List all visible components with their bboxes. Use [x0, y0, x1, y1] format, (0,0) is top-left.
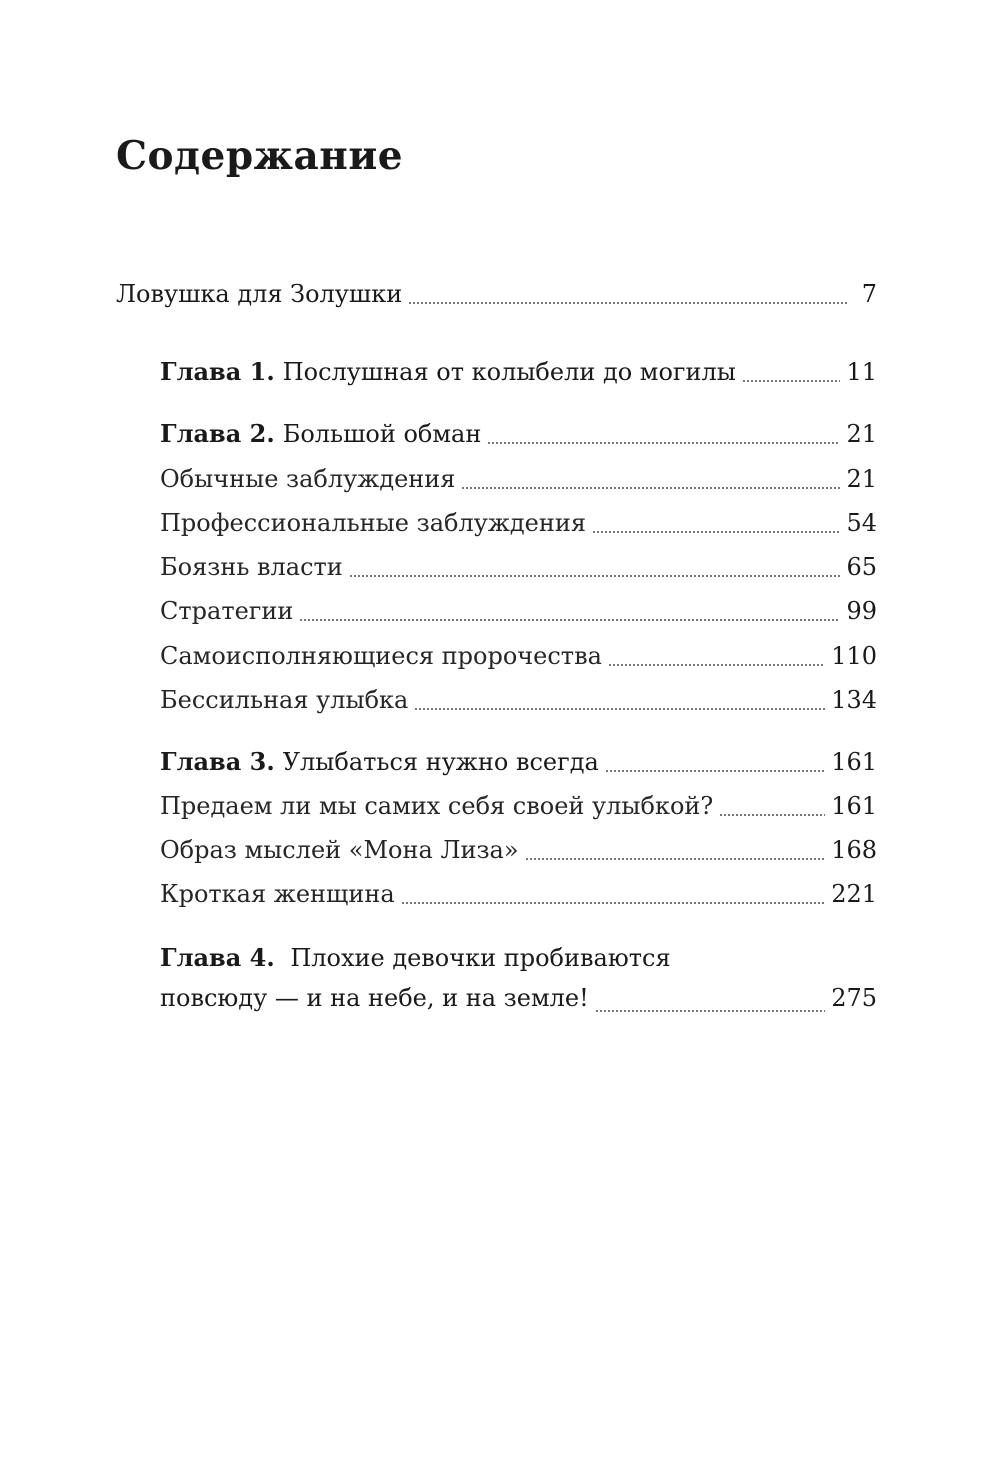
toc-section[interactable] [160, 878, 877, 910]
toc-page-number: 161 [831, 792, 877, 820]
toc-page-number: 21 [846, 420, 877, 448]
toc-entry-title: Боязнь власти [160, 553, 343, 581]
chapter-title: Плохие девочки пробиваются [290, 944, 671, 972]
toc-page-number: 11 [846, 358, 877, 386]
toc-page-number: 54 [846, 509, 877, 537]
toc-section[interactable] [160, 640, 877, 672]
toc-page-number: 221 [831, 880, 877, 908]
dot-leader [742, 380, 841, 382]
toc-section[interactable] [160, 463, 877, 495]
toc-chapter-3[interactable] [160, 746, 877, 778]
dot-leader [719, 814, 825, 816]
toc-entry-title: Стратегии [160, 597, 294, 625]
toc-chapter-4[interactable] [160, 938, 877, 1018]
toc-section[interactable] [160, 790, 877, 822]
chapter-label: Глава 1. [160, 357, 275, 386]
toc-page-number: 65 [846, 553, 877, 581]
dot-leader [605, 770, 825, 772]
dot-leader [487, 442, 840, 444]
dot-leader [299, 619, 840, 621]
chapter-label: Глава 4. [160, 943, 275, 972]
dot-leader [608, 664, 825, 666]
chapter-title: повсюду — и на небе, и на земле! [160, 984, 589, 1012]
toc-entry-title: Профессиональные заблуждения [160, 509, 587, 537]
chapter-label: Глава 2. [160, 419, 275, 448]
dot-leader [595, 1010, 825, 1012]
toc-section[interactable] [160, 507, 877, 539]
chapter-title: Большой обман [282, 420, 482, 448]
chapter-title: Послушная от колыбели до могилы [282, 358, 736, 386]
toc-entry-title: Образ мыслей «Мона Лиза» [160, 836, 519, 864]
toc-entry-title: Самоисполняющиеся пророчества [160, 642, 602, 670]
toc-page-number: 161 [831, 748, 877, 776]
toc-entry-title: Ловушка для Золушки [116, 280, 403, 308]
toc-page-number: 110 [831, 642, 877, 670]
toc-page-number: 7 [861, 280, 877, 308]
toc-section[interactable] [160, 834, 877, 866]
chapter-title: Улыбаться нужно всегда [282, 748, 599, 776]
toc-entry-title: Кроткая женщина [160, 880, 395, 908]
toc-entry-title: Бессильная улыбка [160, 686, 409, 714]
toc-entry-title: Обычные заблуждения [160, 465, 456, 493]
dot-leader [349, 575, 841, 577]
toc-page-number: 21 [846, 465, 877, 493]
toc-page-number: 134 [831, 686, 877, 714]
toc-chapter-1[interactable] [160, 356, 877, 388]
toc-page-number: 99 [846, 597, 877, 625]
page-title: Содержание [116, 133, 404, 179]
toc-page-number: 168 [831, 836, 877, 864]
toc-entry-title: Предаем ли мы самих себя своей улыбкой? [160, 792, 714, 820]
dot-leader [414, 708, 825, 710]
toc-chapter-2[interactable] [160, 418, 877, 450]
dot-leader [525, 858, 826, 860]
toc-entry-intro[interactable] [116, 278, 877, 310]
dot-leader [461, 487, 840, 489]
chapter-label: Глава 3. [160, 747, 275, 776]
toc-section[interactable] [160, 684, 877, 716]
toc-page-number: 275 [831, 984, 877, 1012]
toc-section[interactable] [160, 551, 877, 583]
chapter-title-line [160, 978, 877, 1018]
dot-leader [401, 902, 826, 904]
toc-section[interactable] [160, 595, 877, 627]
chapter-title-line [160, 938, 877, 978]
dot-leader [592, 531, 840, 533]
dot-leader [408, 302, 849, 304]
